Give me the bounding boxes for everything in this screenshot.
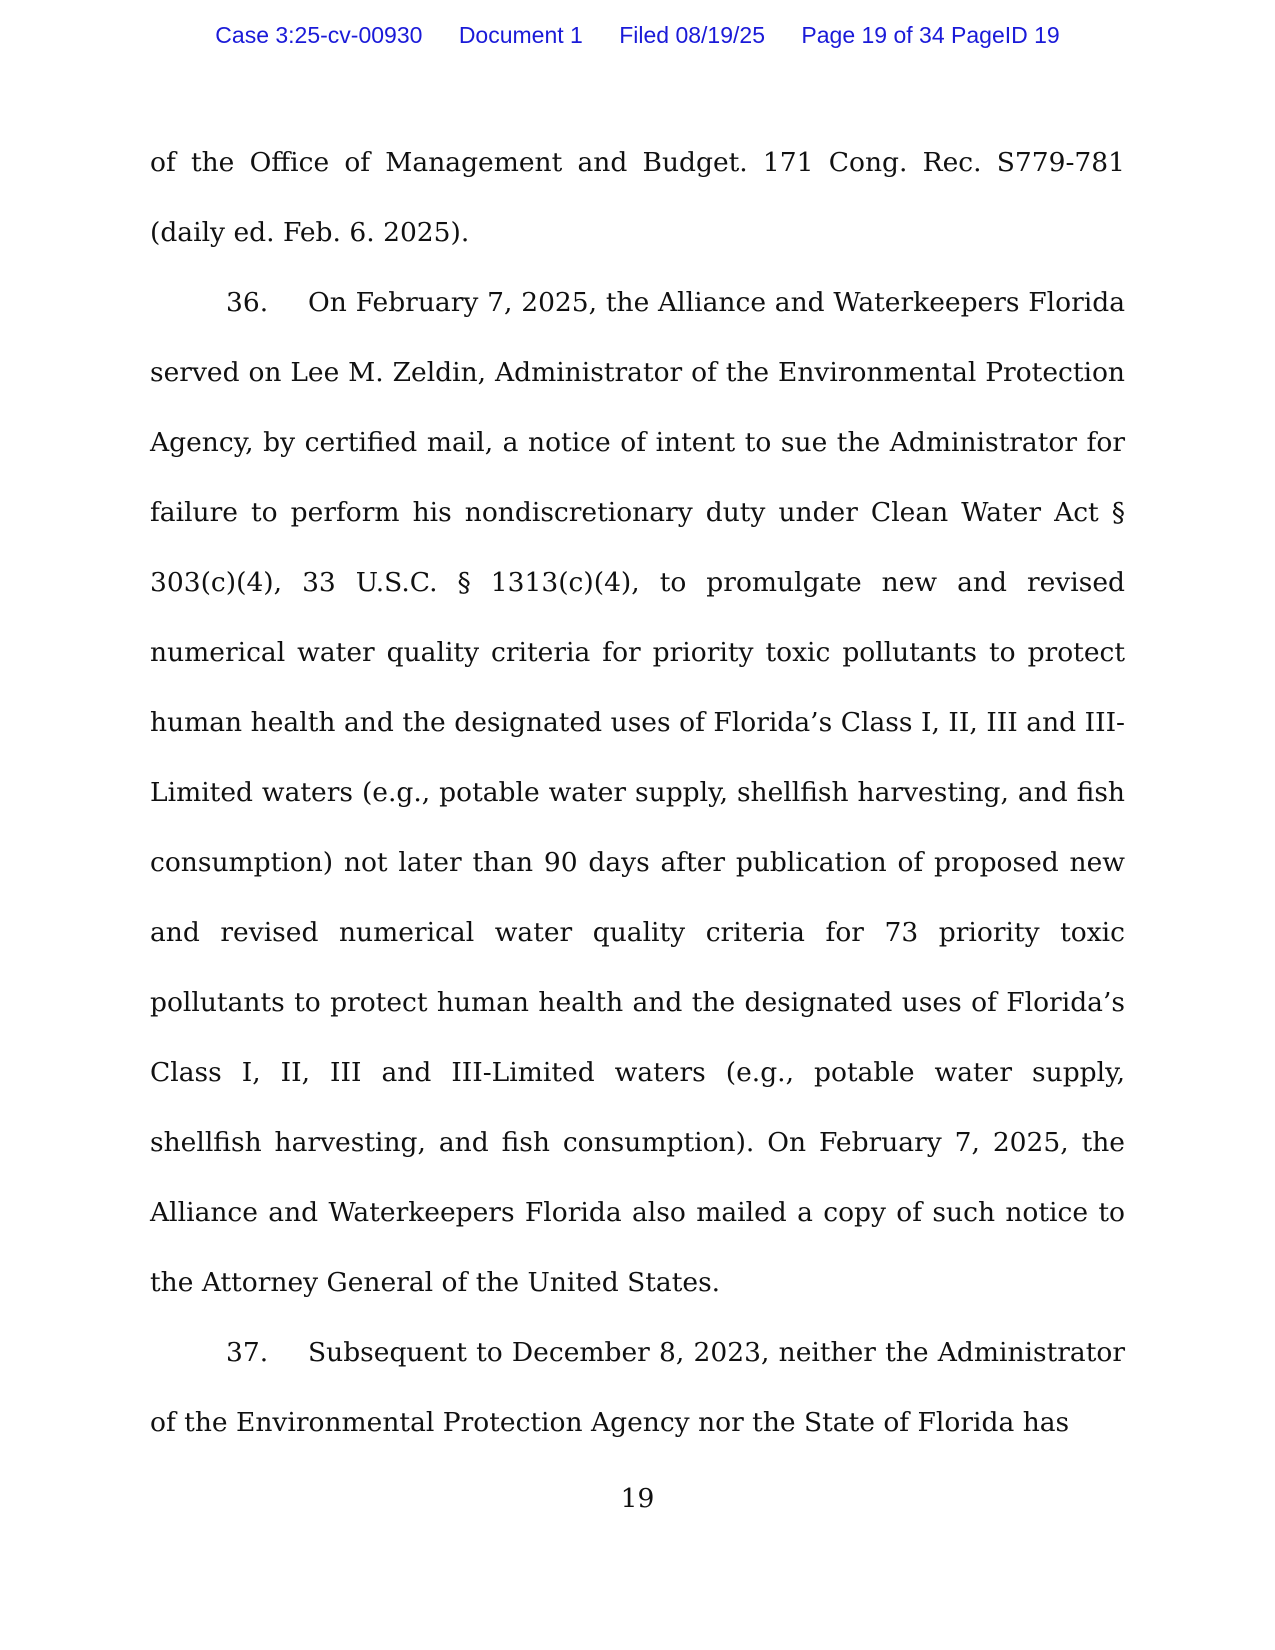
page-number: 19	[620, 1483, 655, 1514]
paragraph-text: On February 7, 2025, the Alliance and Waterkeepers Florida served on Lee M. Zeldin, Administrator of the Environmental Protection Agency, by certified mail, a notice of intent to sue the Administrator for failure to perform his nondiscretionary duty under Clean Water Act § 303(c)(4), 33 U.S.C. § 1313(c)(4), to promulgate new and revised numerical water quality criteria for priority toxic pollutants to protect human health and the designated uses of Florida’s Class I, II, III and III-Limited waters (e.g., potable water supply, shellfish harvesting, and fish consumption) not later than 90 days after publication of proposed new and revised numerical water quality criteria for 73 priority toxic pollutants to protect human health and the designated uses of Florida’s Class I, II, III and III-Limited waters (e.g., potable water supply, shellfish harvesting, and fish consumption). On February 7, 2025, the Alliance and Waterkeepers Florida also mailed a copy of such notice to the Attorney General of the United States.	[150, 287, 1125, 1298]
filed-date: Filed 08/19/25	[619, 22, 765, 48]
paragraph-text: Subsequent to December 8, 2023, neither the Administrator of the Environmental Protection Agency nor the State of Florida has	[150, 1337, 1125, 1438]
paragraph-36	[150, 268, 1125, 1318]
document-body	[150, 128, 1125, 1458]
document-number: Document 1	[458, 22, 583, 48]
page-id: Page 19 of 34 PageID 19	[801, 22, 1060, 48]
paragraph-number: 36.	[226, 287, 269, 318]
paragraph-37	[150, 1318, 1125, 1458]
paragraph-number: 37.	[226, 1337, 269, 1368]
continuation-paragraph: of the Office of Management and Budget. 171 Cong. Rec. S779-781 (daily ed. Feb. 6. 2025).	[150, 147, 1125, 248]
ecf-filing-header	[0, 22, 1275, 49]
case-number: Case 3:25-cv-00930	[215, 22, 423, 48]
